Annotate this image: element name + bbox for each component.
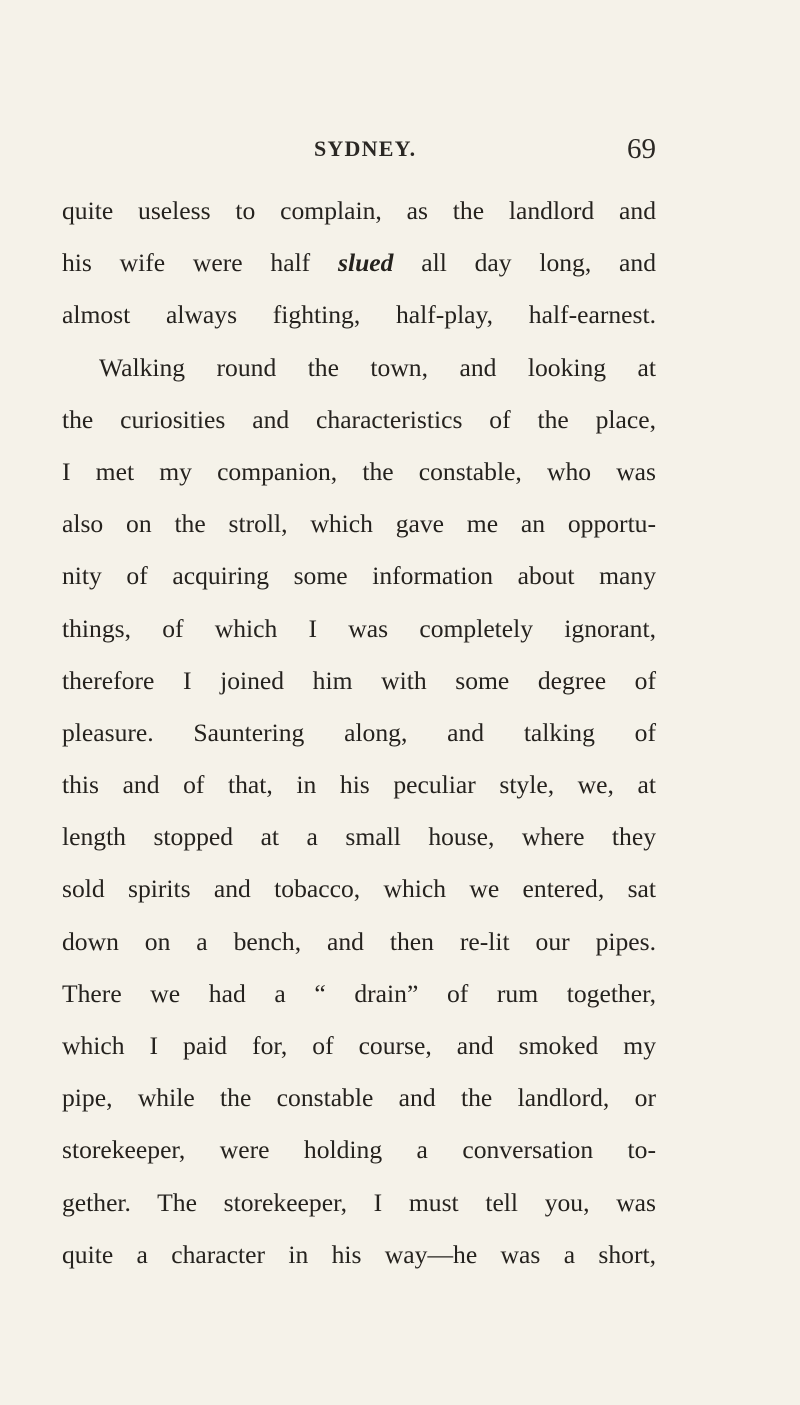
text-line: the curiosities and characteristics of the place, (62, 404, 656, 434)
text-line: There we had a “ drain” of rum together, (62, 978, 656, 1008)
text-line: pipe, while the constable and the landlord, or (62, 1083, 656, 1113)
page-number: 69 (627, 133, 656, 165)
text-line: sold spirits and tobacco, which we entered, sat (62, 874, 656, 904)
text-segment: his wife were half (62, 248, 338, 278)
text-line: almost always fighting, half-play, half-earnest. (62, 300, 656, 330)
text-line: pleasure. Sauntering along, and talking of (62, 717, 656, 747)
text-line: this and of that, in his peculiar style, we, at (62, 770, 656, 800)
text-line: storekeeper, were holding a conversation to- (62, 1135, 656, 1165)
text-line (62, 237, 656, 289)
text-line: I met my companion, the constable, who was (62, 456, 656, 486)
text-line: therefore I joined him with some degree of (62, 665, 656, 695)
italic-word: slued (338, 248, 394, 278)
text-line: quite a character in his way—he was a short, (62, 1239, 656, 1269)
text-line: which I paid for, of course, and smoked my (62, 1031, 656, 1060)
text-line: gether. The storekeeper, I must tell you, was (62, 1187, 656, 1217)
body-text (62, 185, 656, 1281)
text-line: also on the stroll, which gave me an opportu- (62, 509, 656, 539)
text-line: length stopped at a small house, where they (62, 822, 656, 852)
running-head (314, 133, 656, 168)
text-line: down on a bench, and then re-lit our pipes. (62, 926, 656, 956)
text-line: quite useless to complain, as the landlord and (62, 196, 656, 225)
text-segment: all day long, and (393, 248, 656, 278)
text-line: things, of which I was completely ignorant, (62, 613, 656, 643)
text-line: nity of acquiring some information about many (62, 561, 656, 591)
text-line: Walking round the town, and looking at (99, 352, 656, 382)
running-title: SYDNEY. (314, 136, 417, 161)
